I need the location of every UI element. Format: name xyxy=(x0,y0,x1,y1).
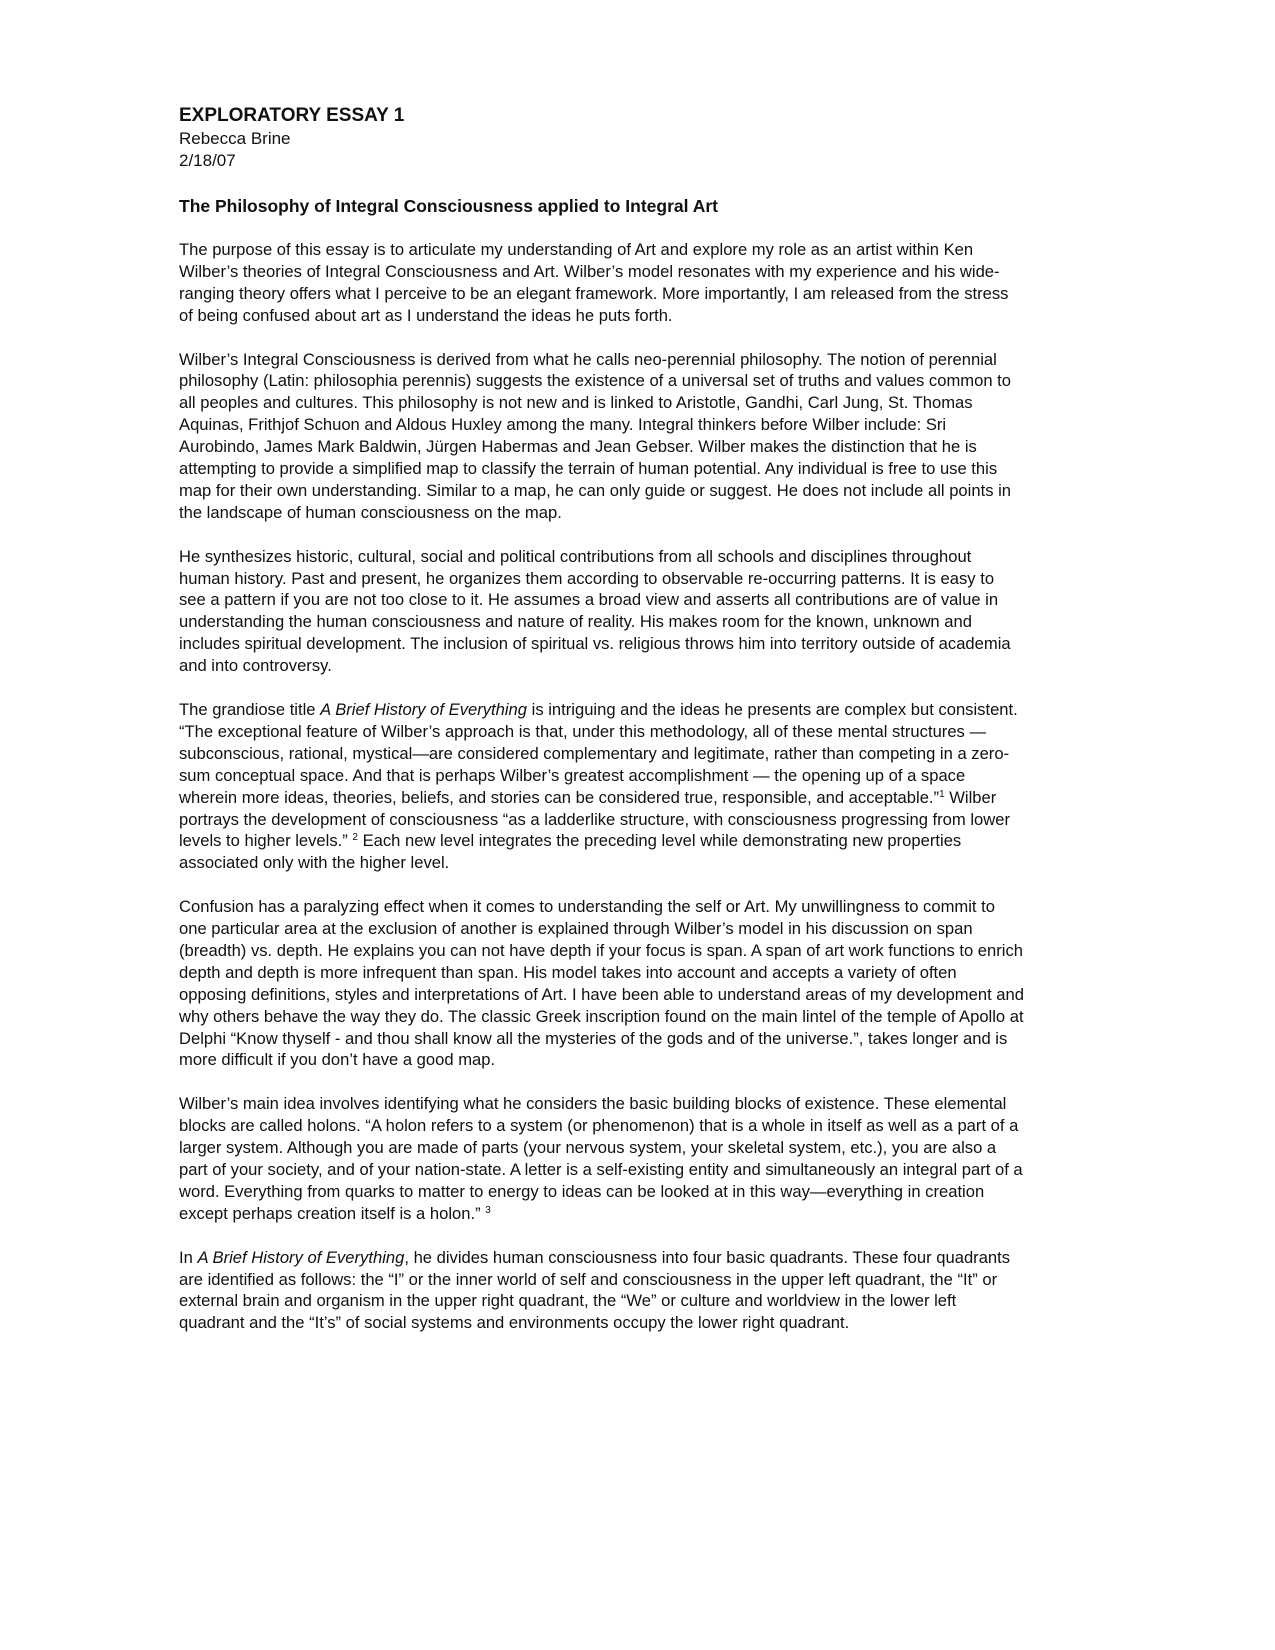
essay-title: EXPLORATORY ESSAY 1 xyxy=(179,105,405,126)
footnote-ref-2: 2 xyxy=(352,832,358,844)
paragraph-6 xyxy=(179,1093,1024,1224)
paragraph-5: Confusion has a paralyzing effect when it comes to understanding the self or Art. My unwillingness to commit to one particular area at the exclusion of another is explained through Wilber’s model in his discussion on span (breadth) vs. depth. He explains you can not have depth if your focus is span. A span of art work functions to enrich depth and depth is more infrequent than span. His model takes into account and accepts a variety of often opposing definitions, styles and interpretations of Art. I have been able to understand areas of my development and why others behave the way they do. The classic Greek inscription found on the main lintel of the temple of Apollo at Delphi “Know thyself - and thou shall know all the mysteries of the gods and of the universe.”, takes longer and is more difficult if you don’t have a good map. xyxy=(179,897,1024,1070)
paragraph-4-text-a: The grandiose title xyxy=(179,699,321,719)
paragraph-3: He synthesizes historic, cultural, social and political contributions from all schools and disciplines throughout human history. Past and present, he organizes them according to observable re-occurring patterns. It is easy to see a pattern if you are not too close to it. He assumes a broad view and asserts all contributions are of value in understanding the human consciousness and nature of reality. His makes room for the known, unknown and includes spiritual development. The inclusion of spiritual vs. religious throws him into territory outside of academia and into controversy. xyxy=(179,546,1011,676)
paragraph-4-text-d: Each new level integrates the preceding level while demonstrating new properties associated only with the higher level. xyxy=(179,831,962,873)
author-name: Rebecca Brine xyxy=(179,129,291,148)
paragraph-2: Wilber’s Integral Consciousness is derived from what he calls neo-perennial philosophy. The notion of perennial philosophy (Latin: philosophia perennis) suggests the existence of a universal set of truths and values common to all peoples and cultures. This philosophy is not new and is linked to Aristotle, Gandhi, Carl Jung, St. Thomas Aquinas, Frithjof Schuon and Aldous Huxley among the many. Integral thinkers before Wilber include: Sri Aurobindo, James Mark Baldwin, Jürgen Habermas and Jean Gebser. Wilber makes the distinction that he is attempting to provide a simplified map to classify the terrain of human potential. Any individual is free to use this map for their own understanding. Similar to a map, he can only guide or suggest. He does not include all points in the landscape of human consciousness on the map. xyxy=(179,349,1012,522)
paragraph-4-text-b: is intriguing and the ideas he presents are complex but consistent. “The exceptional feature of Wilber’s approach is that, under this methodology, all of these mental structures — subconscious, rational, mystical—are considered complementary and legitimate, rather than competing in a zero-sum conceptual space. And that is perhaps Wilber’s greatest accomplishment — the opening up of a space wherein more ideas, theories, beliefs, and stories can be considered true, responsible, and acceptable.” xyxy=(179,699,1018,807)
essay-date: 2/18/07 xyxy=(179,151,236,170)
book-title: A Brief History of Everything xyxy=(197,1247,405,1267)
paragraph-6-text: Wilber’s main idea involves identifying what he considers the basic building blocks of existence. These elemental blocks are called holons. “A holon refers to a system (or phenomenon) that is a whole in itself as well as a part of a larger system. Although you are made of parts (your nervous system, your skeletal system, etc.), you are also a part of your society, and of your nation-state. A letter is a self-existing entity and simultaneously an integral part of a word. Everything from quarks to matter to energy to ideas can be looked at in this way—everything in creation except perhaps creation itself is a holon.” xyxy=(179,1094,1023,1223)
paragraph-1: The purpose of this essay is to articulate my understanding of Art and explore my role as an artist within Ken Wilber’s theories of Integral Consciousness and Art. Wilber’s model resonates with my experience and his wide-ranging theory offers what I perceive to be an elegant framework. More importantly, I am released from the stress of being confused about art as I understand the ideas he puts forth. xyxy=(179,240,1009,325)
book-title: A Brief History of Everything xyxy=(320,699,528,719)
footnote-ref-3: 3 xyxy=(485,1204,491,1216)
paragraph-7-text-a: In xyxy=(179,1247,198,1267)
paragraph-7 xyxy=(179,1247,1024,1335)
paragraph-7-text-b: , he divides human consciousness into four basic quadrants. These four quadrants are identified as follows: the “I” or the inner world of self and consciousness in the upper left quadrant, the “It” or external brain and organism in the upper right quadrant, the “We” or culture and worldview in the lower left quadrant and the “It’s” of social systems and environments occupy the lower right quadrant. xyxy=(179,1247,1011,1333)
essay-subtitle: The Philosophy of Integral Consciousness applied to Integral Art xyxy=(179,196,718,216)
paragraph-4 xyxy=(179,699,1024,874)
document-page xyxy=(179,104,1024,1356)
footnote-ref-1: 1 xyxy=(939,788,945,800)
paragraph-4-text-c: Wilber portrays the development of consciousness “as a ladderlike structure, with consciousness progressing from lower levels to higher levels.” xyxy=(179,787,1011,851)
